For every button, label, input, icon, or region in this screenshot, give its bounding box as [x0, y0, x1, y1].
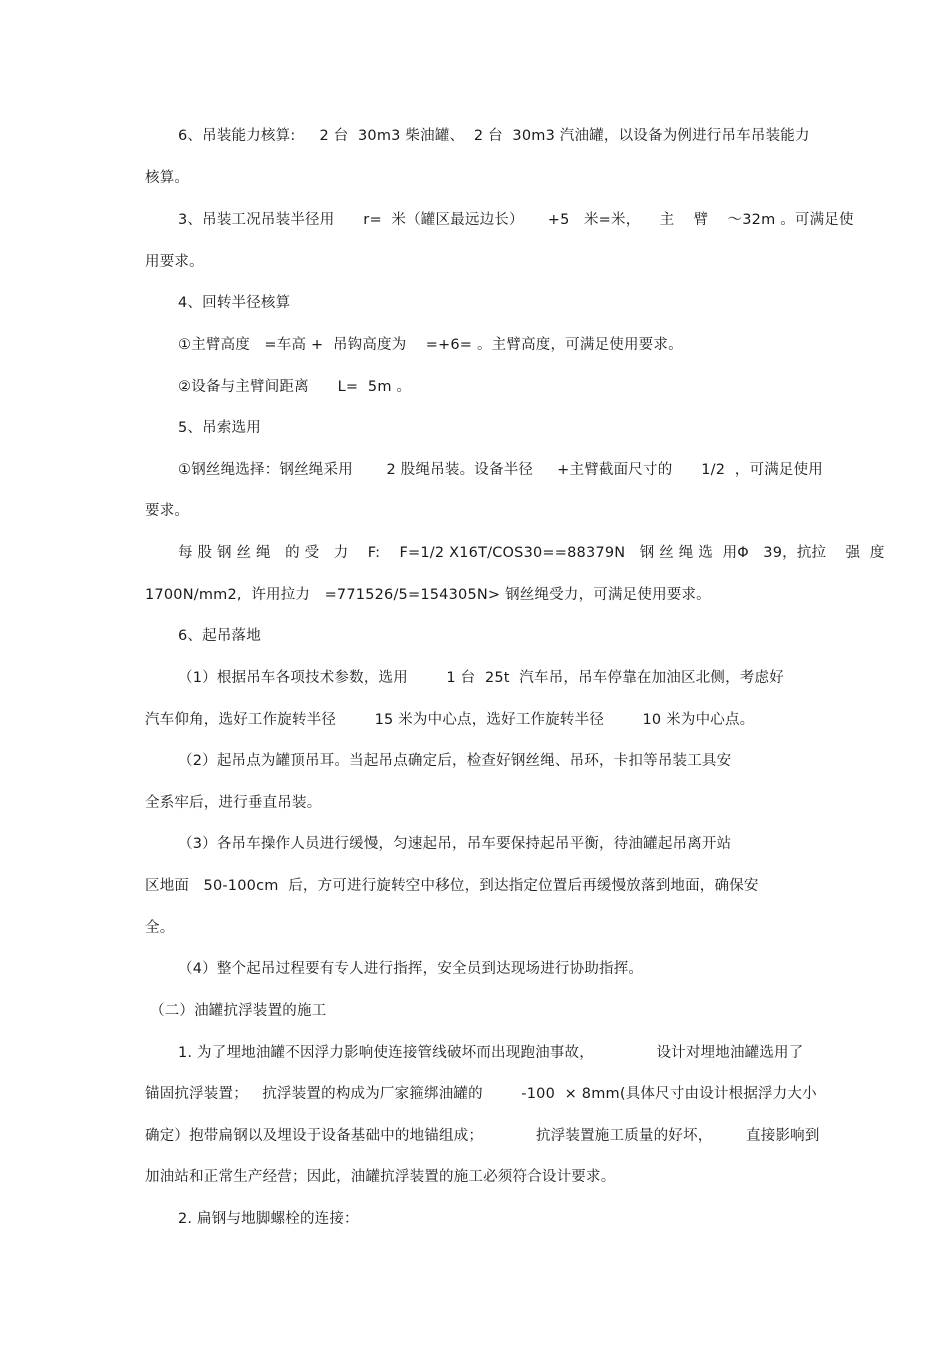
text-line: 全。: [145, 920, 175, 936]
text-line: 核算。: [145, 170, 190, 186]
text-line: 1. 为了埋地油罐不因浮力影响使连接管线破坏而出现跑油事故， 设计对埋地油罐选用了: [178, 1045, 804, 1061]
text-line: （1）根据吊车各项技术参数，选用 1 台 25t 汽车吊，吊车停靠在加油区北侧，考虑好: [178, 670, 784, 686]
text-line: 6、起吊落地: [178, 628, 261, 644]
text-line: 3、吊装工况吊装半径用 r= 米（罐区最远边长） +5 米=米， 主 臂 ～32m 。可满足使: [178, 212, 854, 228]
text-line: 用要求。: [145, 254, 204, 270]
text-line: ②设备与主臂间距离 L= 5m 。: [178, 379, 412, 395]
text-line: 5、吊索选用: [178, 420, 261, 436]
text-line: （2）起吊点为罐顶吊耳。当起吊点确定后，检查好钢丝绳、吊环，卡扣等吊装工具安: [178, 753, 732, 769]
text-line: 确定）抱带扁钢以及埋设于设备基础中的地锚组成； 抗浮装置施工质量的好坏， 直接影响到: [145, 1128, 820, 1144]
text-line: ①主臂高度 =车高 + 吊钩高度为 =+6= 。主臂高度，可满足使用要求。: [178, 337, 683, 353]
text-line: 汽车仰角，选好工作旋转半径 15 米为中心点，选好工作旋转半径 10 米为中心点。: [145, 712, 755, 728]
text-line: 每 股 钢 丝 绳 的 受 力 F: F=1/2 X16T/COS30==88379N 钢 丝 绳 选 用Φ 39，抗拉 强 度: [178, 545, 885, 561]
text-line: 1700N/mm2, 许用拉力 =771526/5=154305N> 钢丝绳受力，可满足使用要求。: [145, 587, 711, 603]
text-line: （4）整个起吊过程要有专人进行指挥，安全员到达现场进行协助指挥。: [178, 961, 644, 977]
text-line: 区地面 50-100cm 后，方可进行旋转空中移位，到达指定位置后再缓慢放落到地面，确保安: [145, 878, 759, 894]
text-line: （3）各吊车操作人员进行缓慢，匀速起吊，吊车要保持起吊平衡，待油罐起吊离开站: [178, 836, 732, 852]
text-line: 全系牢后，进行垂直吊装。: [145, 795, 322, 811]
text-line: 4、回转半径核算: [178, 295, 291, 311]
text-line: 要求。: [145, 503, 190, 519]
text-line: 锚固抗浮装置； 抗浮装置的构成为厂家箍绑油罐的 -100 × 8mm(具体尺寸由设计根据浮力大小: [145, 1086, 817, 1102]
text-line: 加油站和正常生产经营；因此，油罐抗浮装置的施工必须符合设计要求。: [145, 1169, 616, 1185]
text-line: 2. 扁钢与地脚螺栓的连接：: [178, 1211, 359, 1227]
section-heading: （二）油罐抗浮装置的施工: [150, 1003, 327, 1019]
text-line: 6、吊装能力核算: 2 台 30m3 柴油罐、 2 台 30m3 汽油罐，以设备为例进行吊车吊装能力: [178, 128, 810, 144]
text-line: ①钢丝绳选择：钢丝绳采用 2 股绳吊装。设备半径 +主臂截面尺寸的 1/2 ，可满足使用: [178, 462, 823, 478]
